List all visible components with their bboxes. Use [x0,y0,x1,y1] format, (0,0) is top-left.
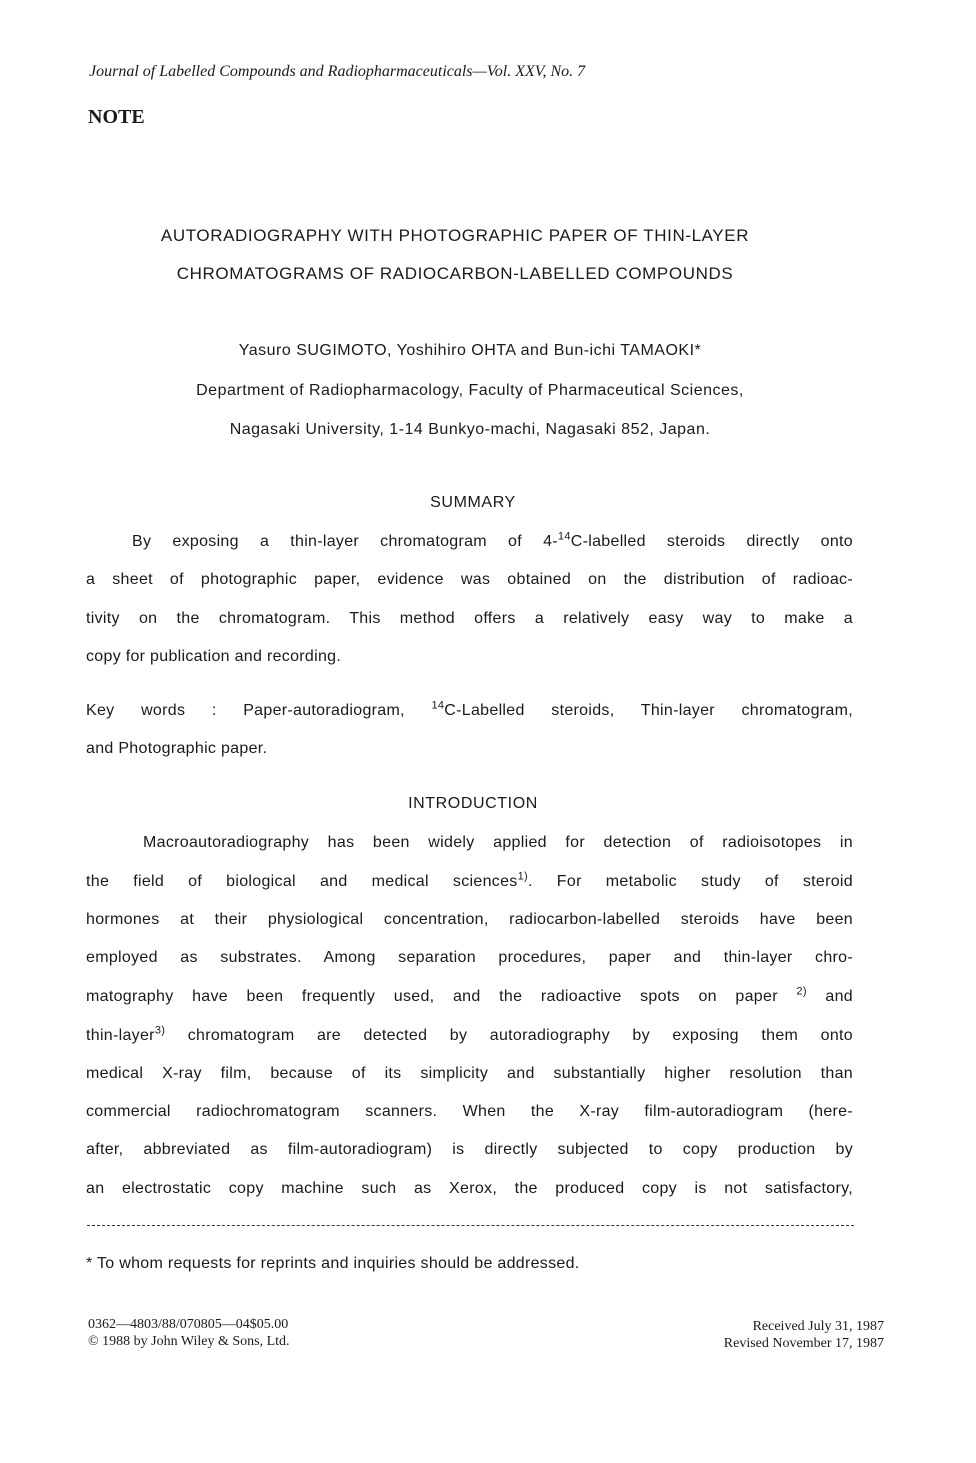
intro-line: after, abbreviated as film-autoradiogram) is directly subjected to copy production by [86,1141,853,1158]
intro-text: chromatogram are detected by autoradiography by exposing them onto [187,1027,854,1044]
intro-text: . [527,873,533,890]
keywords-line [86,699,853,720]
intro-line: hormones at their physiological concentration, radiocarbon-labelled steroids have been [86,911,853,928]
summary-heading: SUMMARY [430,494,516,511]
summary-text: C-labelled steroids directly onto [570,533,853,550]
superscript: 14 [557,530,571,543]
keywords-text: Key words : Paper-autoradiogram, [86,702,405,719]
revised-date: Revised November 17, 1987 [723,1336,884,1351]
corresponding-author-footnote: * To whom requests for reprints and inquiries should be addressed. [86,1255,580,1272]
intro-text: matography have been frequently used, and the radioactive spots on paper [86,988,778,1005]
intro-line [86,1024,854,1045]
intro-line: Macroautoradiography has been widely applied for detection of radioisotopes in [143,834,853,851]
intro-line [86,870,853,891]
footnote-divider [87,1225,854,1226]
introduction-heading: INTRODUCTION [408,795,538,812]
intro-line: medical X-ray film, because of its simplicity and substantially higher resolution than [86,1065,853,1082]
received-date: Received July 31, 1987 [752,1319,884,1334]
intro-text: thin-layer [86,1027,155,1044]
summary-line: a sheet of photographic paper, evidence was obtained on the distribution of radioac- [86,571,853,588]
author-list: Yasuro SUGIMOTO, Yoshihiro OHTA and Bun-ichi TAMAOKI* [238,342,702,359]
intro-line [86,985,853,1006]
keywords-text: C-Labelled steroids, Thin-layer chromatogram, [444,702,853,719]
affiliation-line-1: Department of Radiopharmacology, Faculty of Pharmaceutical Sciences, [196,382,744,399]
summary-line: tivity on the chromatogram. This method offers a relatively easy way to make a [86,610,853,627]
article-code: 0362—4803/88/070805—04$05.00 [88,1317,289,1332]
section-label: NOTE [88,106,145,128]
intro-text: and [825,988,853,1005]
copyright-line: © 1988 by John Wiley & Sons, Ltd. [88,1334,290,1349]
affiliation-line-2: Nagasaki University, 1-14 Bunkyo-machi, Nagasaki 852, Japan. [229,421,711,438]
journal-header: Journal of Labelled Compounds and Radiopharmaceuticals—Vol. XXV, No. 7 [89,63,586,80]
article-title-line-1: AUTORADIOGRAPHY WITH PHOTOGRAPHIC PAPER OF THIN-LAYER [160,226,750,245]
intro-text: For metabolic study of steroid [556,873,853,890]
summary-line: copy for publication and recording. [86,648,342,665]
intro-line: commercial radiochromatogram scanners. When the X-ray film-autoradiogram (here- [86,1103,853,1120]
summary-text: By exposing a thin-layer chromatogram of 4- [132,533,558,550]
intro-line: an electrostatic copy machine such as Xerox, the produced copy is not satisfactory, [86,1180,853,1197]
intro-line: employed as substrates. Among separation procedures, paper and thin-layer chro- [86,949,853,966]
citation-ref: 1) [517,870,528,883]
citation-ref: 3) [154,1024,166,1037]
intro-text: the field of biological and medical sciences [86,873,518,890]
citation-ref: 2) [796,985,807,998]
keywords-line: and Photographic paper. [86,740,268,757]
article-title-line-2: CHROMATOGRAMS OF RADIOCARBON-LABELLED COMPOUNDS [176,264,734,283]
summary-line [132,530,853,551]
superscript: 14 [431,699,445,712]
